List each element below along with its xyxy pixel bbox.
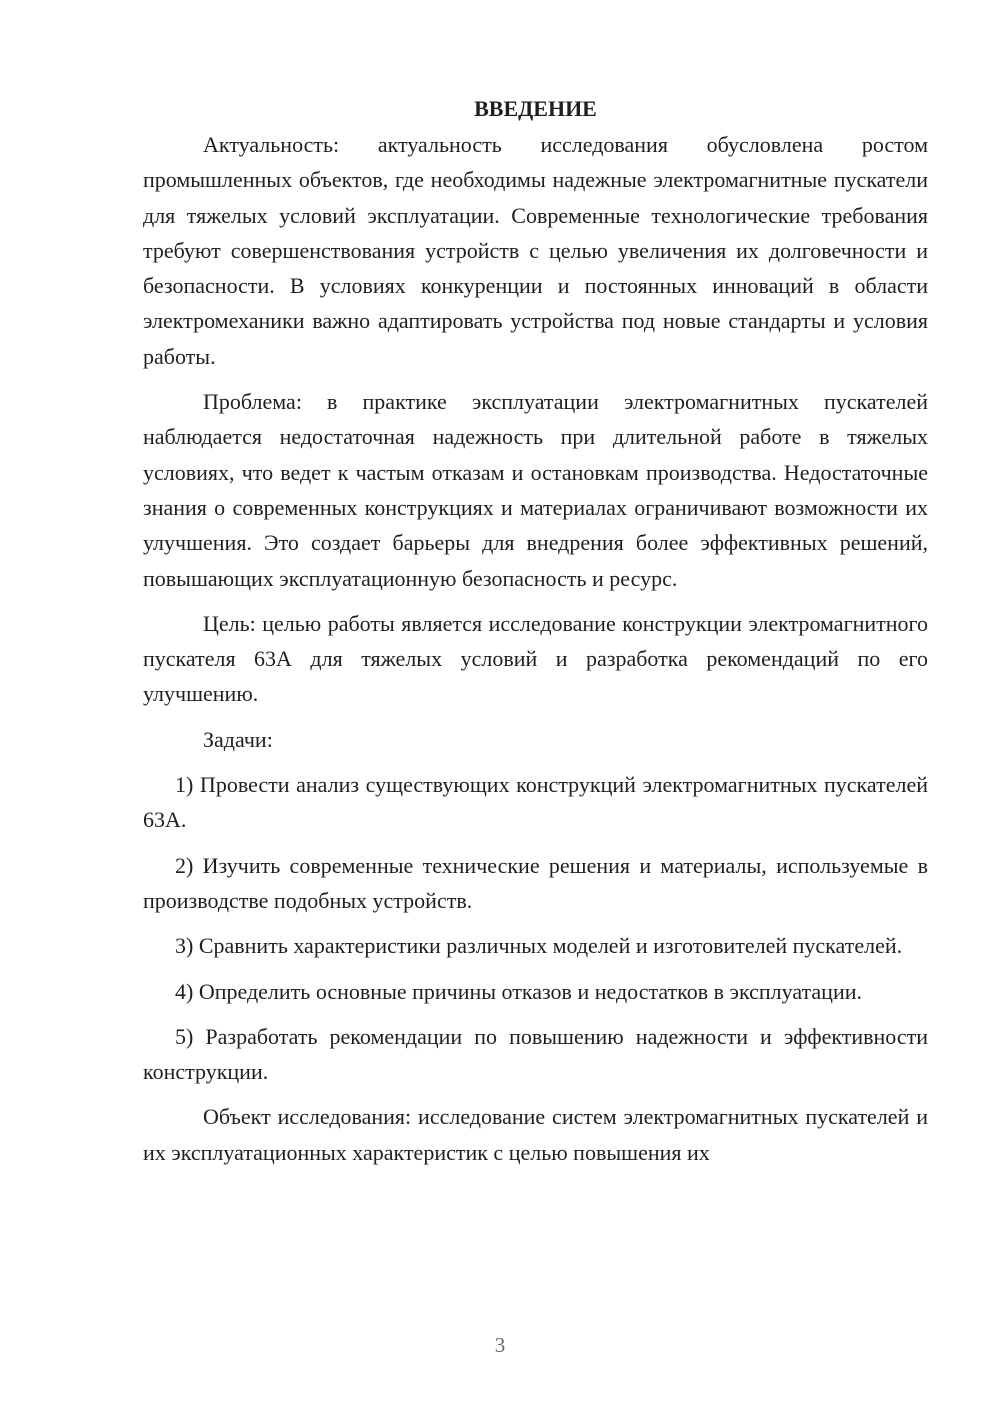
task-item-4: 4) Определить основные причины отказов и недостатков в эксплуатации. xyxy=(175,978,862,1004)
text-column xyxy=(143,94,928,1180)
task-item-3: 3) Сравнить характеристики различных моделей и изготовителей пускателей. xyxy=(175,933,903,959)
tasks-label: Задачи: xyxy=(203,726,273,752)
paragraph-object: Объект исследования: исследование систем электромагнитных пускателей и их эксплуатационных характеристик с целью повышения их xyxy=(143,1104,928,1165)
page-number: 3 xyxy=(494,1333,506,1357)
paragraph-problem: Проблема: в практике эксплуатации электромагнитных пускателей наблюдается недостаточная надежность при длительной работе в тяжелых условиях, что ведет к частым отказам и остановкам производства. Недостаточные знания о современных конструкциях и материалах ограничивают возможности их улучшения. Это создает барьеры для внедрения более эффективных решений, повышающих эксплуатационную безопасность и ресурс. xyxy=(143,389,928,591)
task-item-2: 2) Изучить современные технические решения и материалы, используемые в производстве подобных устройств. xyxy=(143,852,928,913)
task-item-5: 5) Разработать рекомендации по повышению надежности и эффективности конструкции. xyxy=(143,1023,928,1085)
page-title: ВВЕДЕНИЕ xyxy=(474,96,597,121)
paragraph-relevance: Актуальность: актуальность исследования обусловлена ростом промышленных объектов, где необходимы надежные электромагнитные пускатели для тяжелых условий эксплуатации. Современные технологические требования требуют совершенствования устройств с целью увеличения их долговечности и безопасности. В условиях конкуренции и постоянных инноваций в области электромеханики важно адаптировать устройства под новые стандарты и условия работы. xyxy=(143,132,928,369)
task-item-1: 1) Провести анализ существующих конструкций электромагнитных пускателей 63А. xyxy=(143,772,928,833)
paragraph-goal: Цель: целью работы является исследование конструкции электромагнитного пускателя 63А для тяжелых условий и разработка рекомендаций по его улучшению. xyxy=(143,610,928,707)
